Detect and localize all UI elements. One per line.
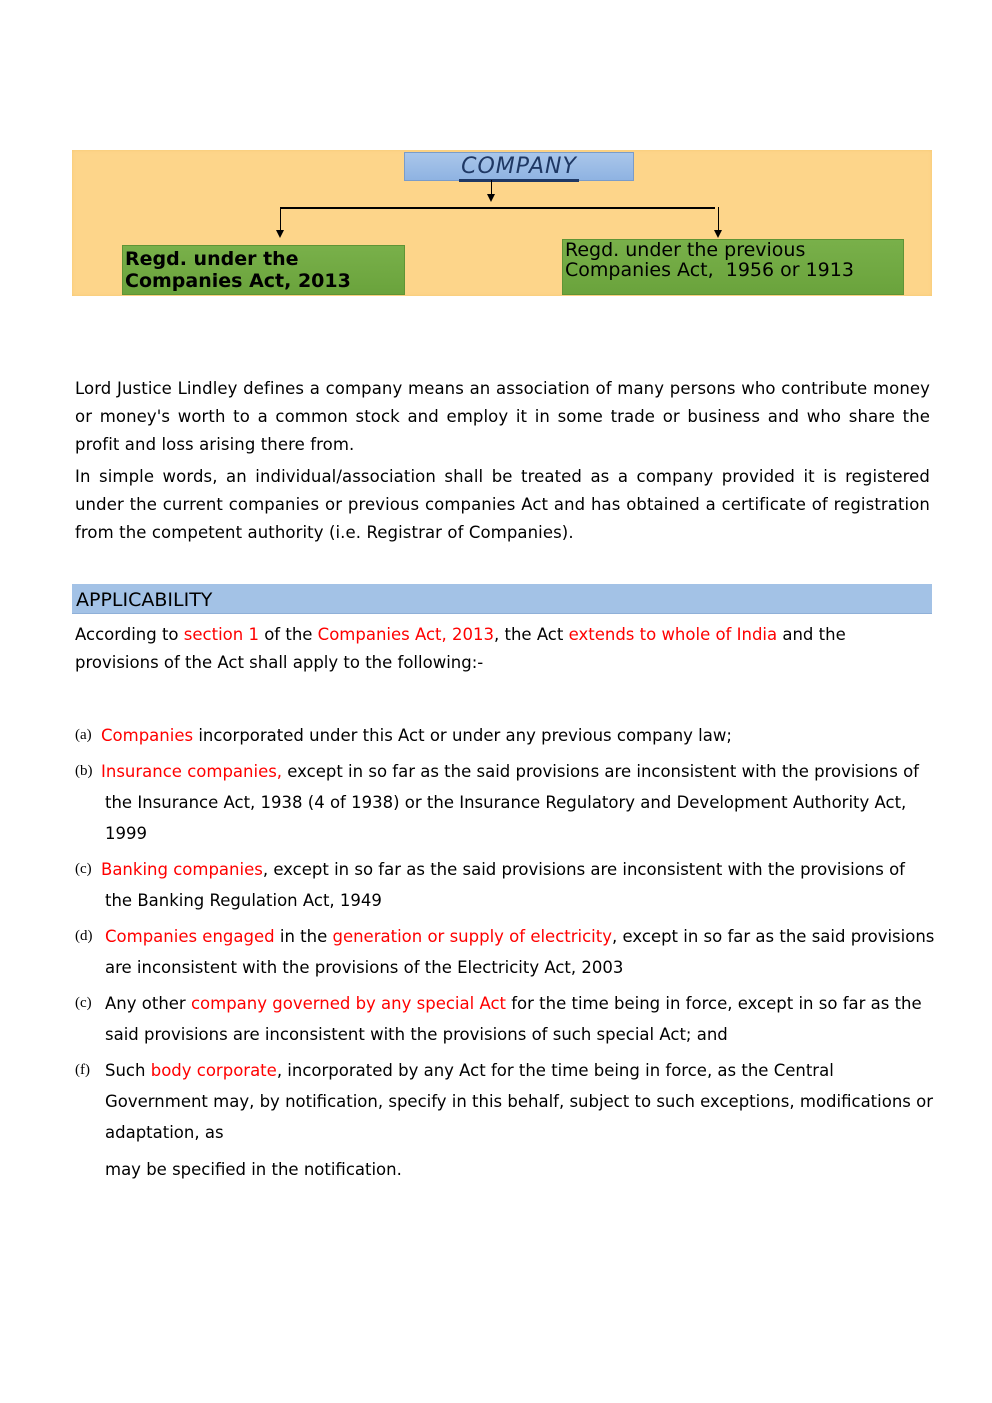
arrow-down-icon — [487, 194, 495, 202]
item-text: for the time being in force, except in so far as the said provisions are inconsistent with the provisions of such special Act; and — [105, 994, 922, 1044]
connector-horizontal — [280, 207, 715, 209]
diagram-node-previous-acts — [562, 239, 904, 295]
connector-left-down — [280, 207, 281, 232]
list-marker: (c) — [75, 995, 92, 1011]
arrow-down-icon — [276, 230, 284, 238]
item-highlight: company governed by any special Act — [190, 994, 506, 1013]
definition-paragraph-lindley: Lord Justice Lindley defines a company means an association of many persons who contribute money or money's worth to a common stock and employ it in some trade or business and who share the profit and loss arising there from. — [75, 379, 930, 454]
diagram-node-companies-act-2013 — [122, 245, 405, 295]
item-highlight: Companies — [101, 726, 194, 745]
applicability-intro — [75, 621, 930, 677]
list-item-b — [75, 756, 935, 849]
item-text: Such — [105, 1061, 151, 1080]
intro-highlight-extent: extends to whole of India — [568, 625, 778, 644]
node-line-1: Regd. under the — [125, 248, 299, 270]
root-label: COMPANY — [459, 154, 579, 182]
list-marker: (d) — [75, 928, 93, 944]
item-continuation: may be specified in the notification. — [105, 1160, 402, 1179]
list-marker: (b) — [75, 763, 93, 779]
node-line-1: Regd. under the previous — [565, 239, 806, 261]
intro-highlight-section: section 1 — [183, 625, 259, 644]
item-highlight: Insurance companies, — [101, 762, 283, 781]
item-text: incorporated under this Act or under any previous company law; — [193, 726, 732, 745]
item-text: in the — [274, 927, 333, 946]
arrow-down-icon — [714, 230, 722, 238]
connector-right-down — [718, 207, 719, 232]
list-item-f — [75, 1055, 935, 1185]
diagram-root-node — [404, 152, 634, 181]
section-heading-applicability: APPLICABILITY — [72, 584, 932, 614]
item-text: except in so far as the said provisions are inconsistent with the provisions of the Insurance Act, 1938 (4 of 1938) or the Insurance Regulatory and Development Authority Act, 1999 — [105, 762, 919, 843]
list-item-c — [75, 854, 935, 916]
item-highlight: Companies engaged — [105, 927, 275, 946]
node-line-2: Companies Act, 1956 or 1913 — [565, 259, 854, 281]
intro-text: , the Act — [494, 625, 569, 644]
list-item-d — [75, 921, 935, 983]
list-marker: (a) — [75, 727, 92, 743]
list-item-a — [75, 720, 935, 751]
node-line-2: Companies Act, 2013 — [125, 270, 351, 292]
list-marker: (f) — [75, 1062, 90, 1078]
item-highlight: Banking companies — [101, 860, 263, 879]
intro-highlight-act: Companies Act, 2013 — [317, 625, 494, 644]
item-highlight: body corporate — [150, 1061, 277, 1080]
item-text: Any other — [105, 994, 191, 1013]
intro-text: of the — [258, 625, 318, 644]
definition-paragraph-simple: In simple words, an individual/association shall be treated as a company provided it is registered under the current companies or previous companies Act and has obtained a certificate of registration from the competent authority (i.e. Registrar of Companies). — [75, 467, 930, 542]
list-item-e — [75, 988, 935, 1050]
company-hierarchy-diagram — [72, 150, 932, 296]
item-text: , incorporated by any Act for the time being in force, as the Central Government may, by notification, specify in this behalf, subject to such exceptions, modifications or adaptation, as — [105, 1061, 934, 1142]
item-text: , except in so far as the said provisions are inconsistent with the provisions of the Electricity Act, 2003 — [105, 927, 935, 977]
item-text: , except in so far as the said provisions are inconsistent with the provisions of the Banking Regulation Act, 1949 — [105, 860, 905, 910]
item-highlight: generation or supply of electricity — [332, 927, 613, 946]
intro-text: According to — [75, 625, 184, 644]
applicability-list — [75, 720, 935, 1190]
list-marker: (c) — [75, 861, 92, 877]
intro-text: and the provisions of the Act shall apply to the following:- — [75, 625, 846, 672]
